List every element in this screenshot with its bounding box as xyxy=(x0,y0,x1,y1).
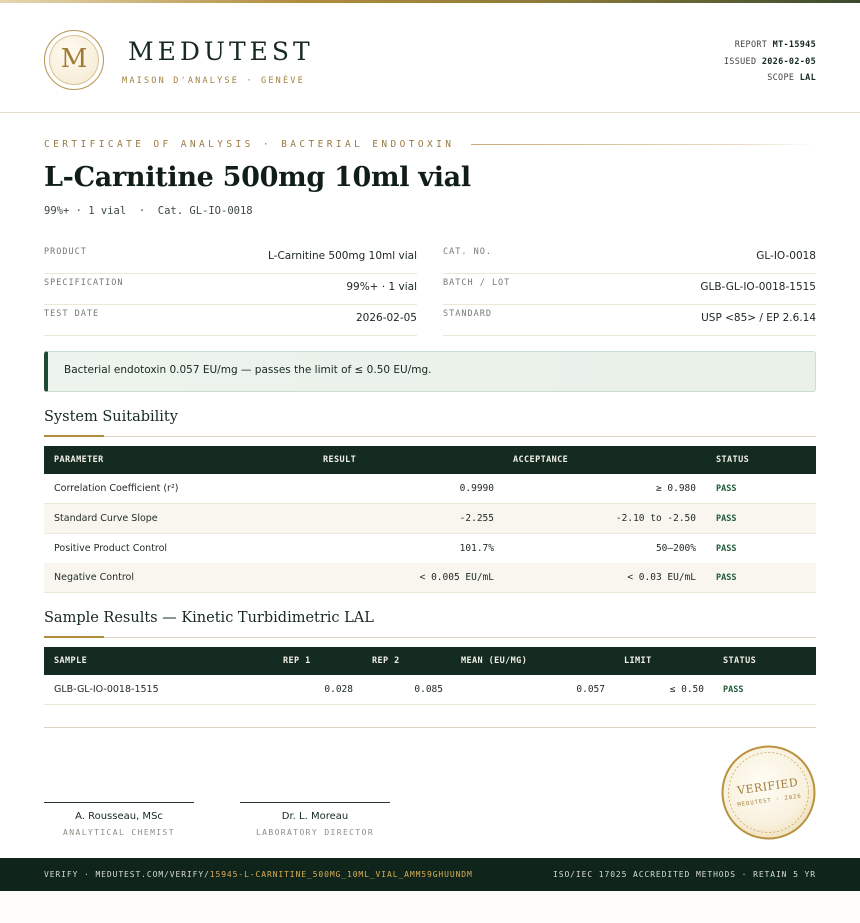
col-header-parameter: PARAMETER xyxy=(54,455,104,465)
mean-value: 0.057 xyxy=(576,684,605,695)
signatory-name: A. Rousseau, MSc xyxy=(75,811,163,822)
detail-label: TEST DATE xyxy=(44,309,100,319)
detail-label: BATCH / LOT xyxy=(443,278,511,288)
seal-main-text: VERIFIED xyxy=(736,775,799,798)
issued-date-line: ISSUED 2026-02-05 xyxy=(723,56,816,67)
suitability-table-header xyxy=(44,446,816,474)
col-header-mean: MEAN (EU/MG) xyxy=(461,656,528,666)
signature-line xyxy=(44,802,194,803)
detail-cat-no xyxy=(443,243,816,274)
rep2-value: 0.085 xyxy=(414,684,443,695)
status-badge: PASS xyxy=(716,544,737,554)
status-badge: PASS xyxy=(716,514,737,524)
report-header xyxy=(0,3,860,113)
detail-test-date xyxy=(44,305,417,336)
detail-label: STANDARD xyxy=(443,309,492,319)
table-row xyxy=(44,675,816,705)
param-result: 0.9990 xyxy=(459,483,494,494)
param-acceptance: ≥ 0.980 xyxy=(655,483,696,494)
detail-specification xyxy=(44,274,417,305)
col-header-sample: SAMPLE xyxy=(54,656,88,666)
detail-value: USP <85> / EP 2.6.14 xyxy=(701,312,816,324)
param-name: Standard Curve Slope xyxy=(54,513,158,524)
sample-id: GLB-GL-IO-0018-1515 xyxy=(54,684,159,695)
table-row xyxy=(44,474,816,504)
param-acceptance: -2.10 to -2.50 xyxy=(615,513,696,524)
col-header-limit: LIMIT xyxy=(624,656,652,666)
col-header-rep1: REP 1 xyxy=(283,656,311,666)
page-bottom-margin xyxy=(0,891,860,923)
detail-product xyxy=(44,243,417,274)
signature-divider xyxy=(44,727,816,728)
report-meta xyxy=(724,37,816,87)
limit-value: ≤ 0.50 xyxy=(669,684,704,695)
brand-tagline: MAISON D'ANALYSE · GENÈVE xyxy=(122,76,305,86)
detail-value: L-Carnitine 500mg 10ml vial xyxy=(267,250,417,262)
sample-results-title: Sample Results — Kinetic Turbidimetric LAL xyxy=(44,610,374,626)
verification-footer xyxy=(0,858,860,891)
param-acceptance: 50–200% xyxy=(655,543,696,554)
col-header-result: RESULT xyxy=(323,455,357,465)
signature-line xyxy=(240,802,390,803)
signatory-role: ANALYTICAL CHEMIST xyxy=(63,828,175,837)
signatory-name: Dr. L. Moreau xyxy=(281,811,349,822)
section-accent xyxy=(44,435,104,437)
table-row xyxy=(44,534,816,564)
detail-value: 99%+ · 1 vial xyxy=(346,281,417,293)
certificate-eyebrow: CERTIFICATE OF ANALYSIS · BACTERIAL ENDOTOXIN xyxy=(44,139,455,150)
detail-value: 2026-02-05 xyxy=(355,312,417,324)
param-name: Positive Product Control xyxy=(54,543,168,554)
verify-prefix: VERIFY · MEDUTEST.COM/VERIFY/ xyxy=(44,870,210,879)
sample-table-header xyxy=(44,647,816,675)
report-number: MT-15945 xyxy=(772,40,816,50)
detail-label: CAT. NO. xyxy=(443,247,492,257)
section-divider xyxy=(44,436,816,437)
rep1-value: 0.028 xyxy=(324,684,353,695)
col-header-rep2: REP 2 xyxy=(372,656,400,666)
detail-standard xyxy=(443,305,816,336)
param-result: 101.7% xyxy=(459,543,494,554)
report-number-line: REPORT MT-15945 xyxy=(734,40,816,50)
param-name: Correlation Coefficient (r²) xyxy=(54,483,179,494)
product-title: L-Carnitine 500mg 10ml vial xyxy=(44,162,471,193)
status-badge: PASS xyxy=(716,573,737,583)
col-header-acceptance: ACCEPTANCE xyxy=(513,455,569,465)
param-acceptance: < 0.03 EU/mL xyxy=(627,572,696,583)
section-divider xyxy=(44,637,816,638)
eyebrow-divider xyxy=(471,144,816,145)
brand-name: MEDUTEST xyxy=(128,37,314,66)
param-result: -2.255 xyxy=(459,513,494,524)
result-banner xyxy=(44,351,816,392)
issued-date: 2026-02-05 xyxy=(761,56,816,67)
scope-value: LAL xyxy=(799,73,816,83)
col-header-status: STATUS xyxy=(723,656,757,666)
verified-seal xyxy=(721,745,816,840)
product-subtitle: 99%+ · 1 vial · Cat. GL-IO-0018 xyxy=(44,205,253,217)
logo-letter: M xyxy=(60,44,88,74)
col-header-status: STATUS xyxy=(716,455,750,465)
detail-value: GLB-GL-IO-0018-1515 xyxy=(700,281,816,293)
status-badge: PASS xyxy=(716,484,737,494)
param-name: Negative Control xyxy=(54,572,134,583)
detail-batch xyxy=(443,274,816,305)
brand-logo xyxy=(44,30,104,90)
accreditation-note: ISO/IEC 17025 ACCREDITED METHODS · RETAIN 5 YR xyxy=(553,870,816,879)
signatory-role: LABORATORY DIRECTOR xyxy=(255,828,375,837)
detail-label: SPECIFICATION xyxy=(44,278,124,288)
scope-line: SCOPE LAL xyxy=(767,73,816,83)
detail-value: GL-IO-0018 xyxy=(756,250,816,262)
section-accent xyxy=(44,636,104,638)
result-banner-text: Bacterial endotoxin 0.057 EU/mg — passes the limit of ≤ 0.50 EU/mg. xyxy=(64,364,432,376)
table-row xyxy=(44,563,816,593)
detail-label: PRODUCT xyxy=(44,247,87,257)
verify-code: 15945-L-CARNITINE_500MG_10ML_VIAL_AMM59GHUUNDM xyxy=(209,870,473,879)
param-result: < 0.005 EU/mL xyxy=(419,572,494,583)
seal-sub-text: MEDUTEST · 2026 xyxy=(737,793,803,809)
system-suitability-title: System Suitability xyxy=(44,409,178,425)
status-badge: PASS xyxy=(723,685,744,695)
table-row xyxy=(44,504,816,534)
verify-link[interactable] xyxy=(44,870,473,879)
